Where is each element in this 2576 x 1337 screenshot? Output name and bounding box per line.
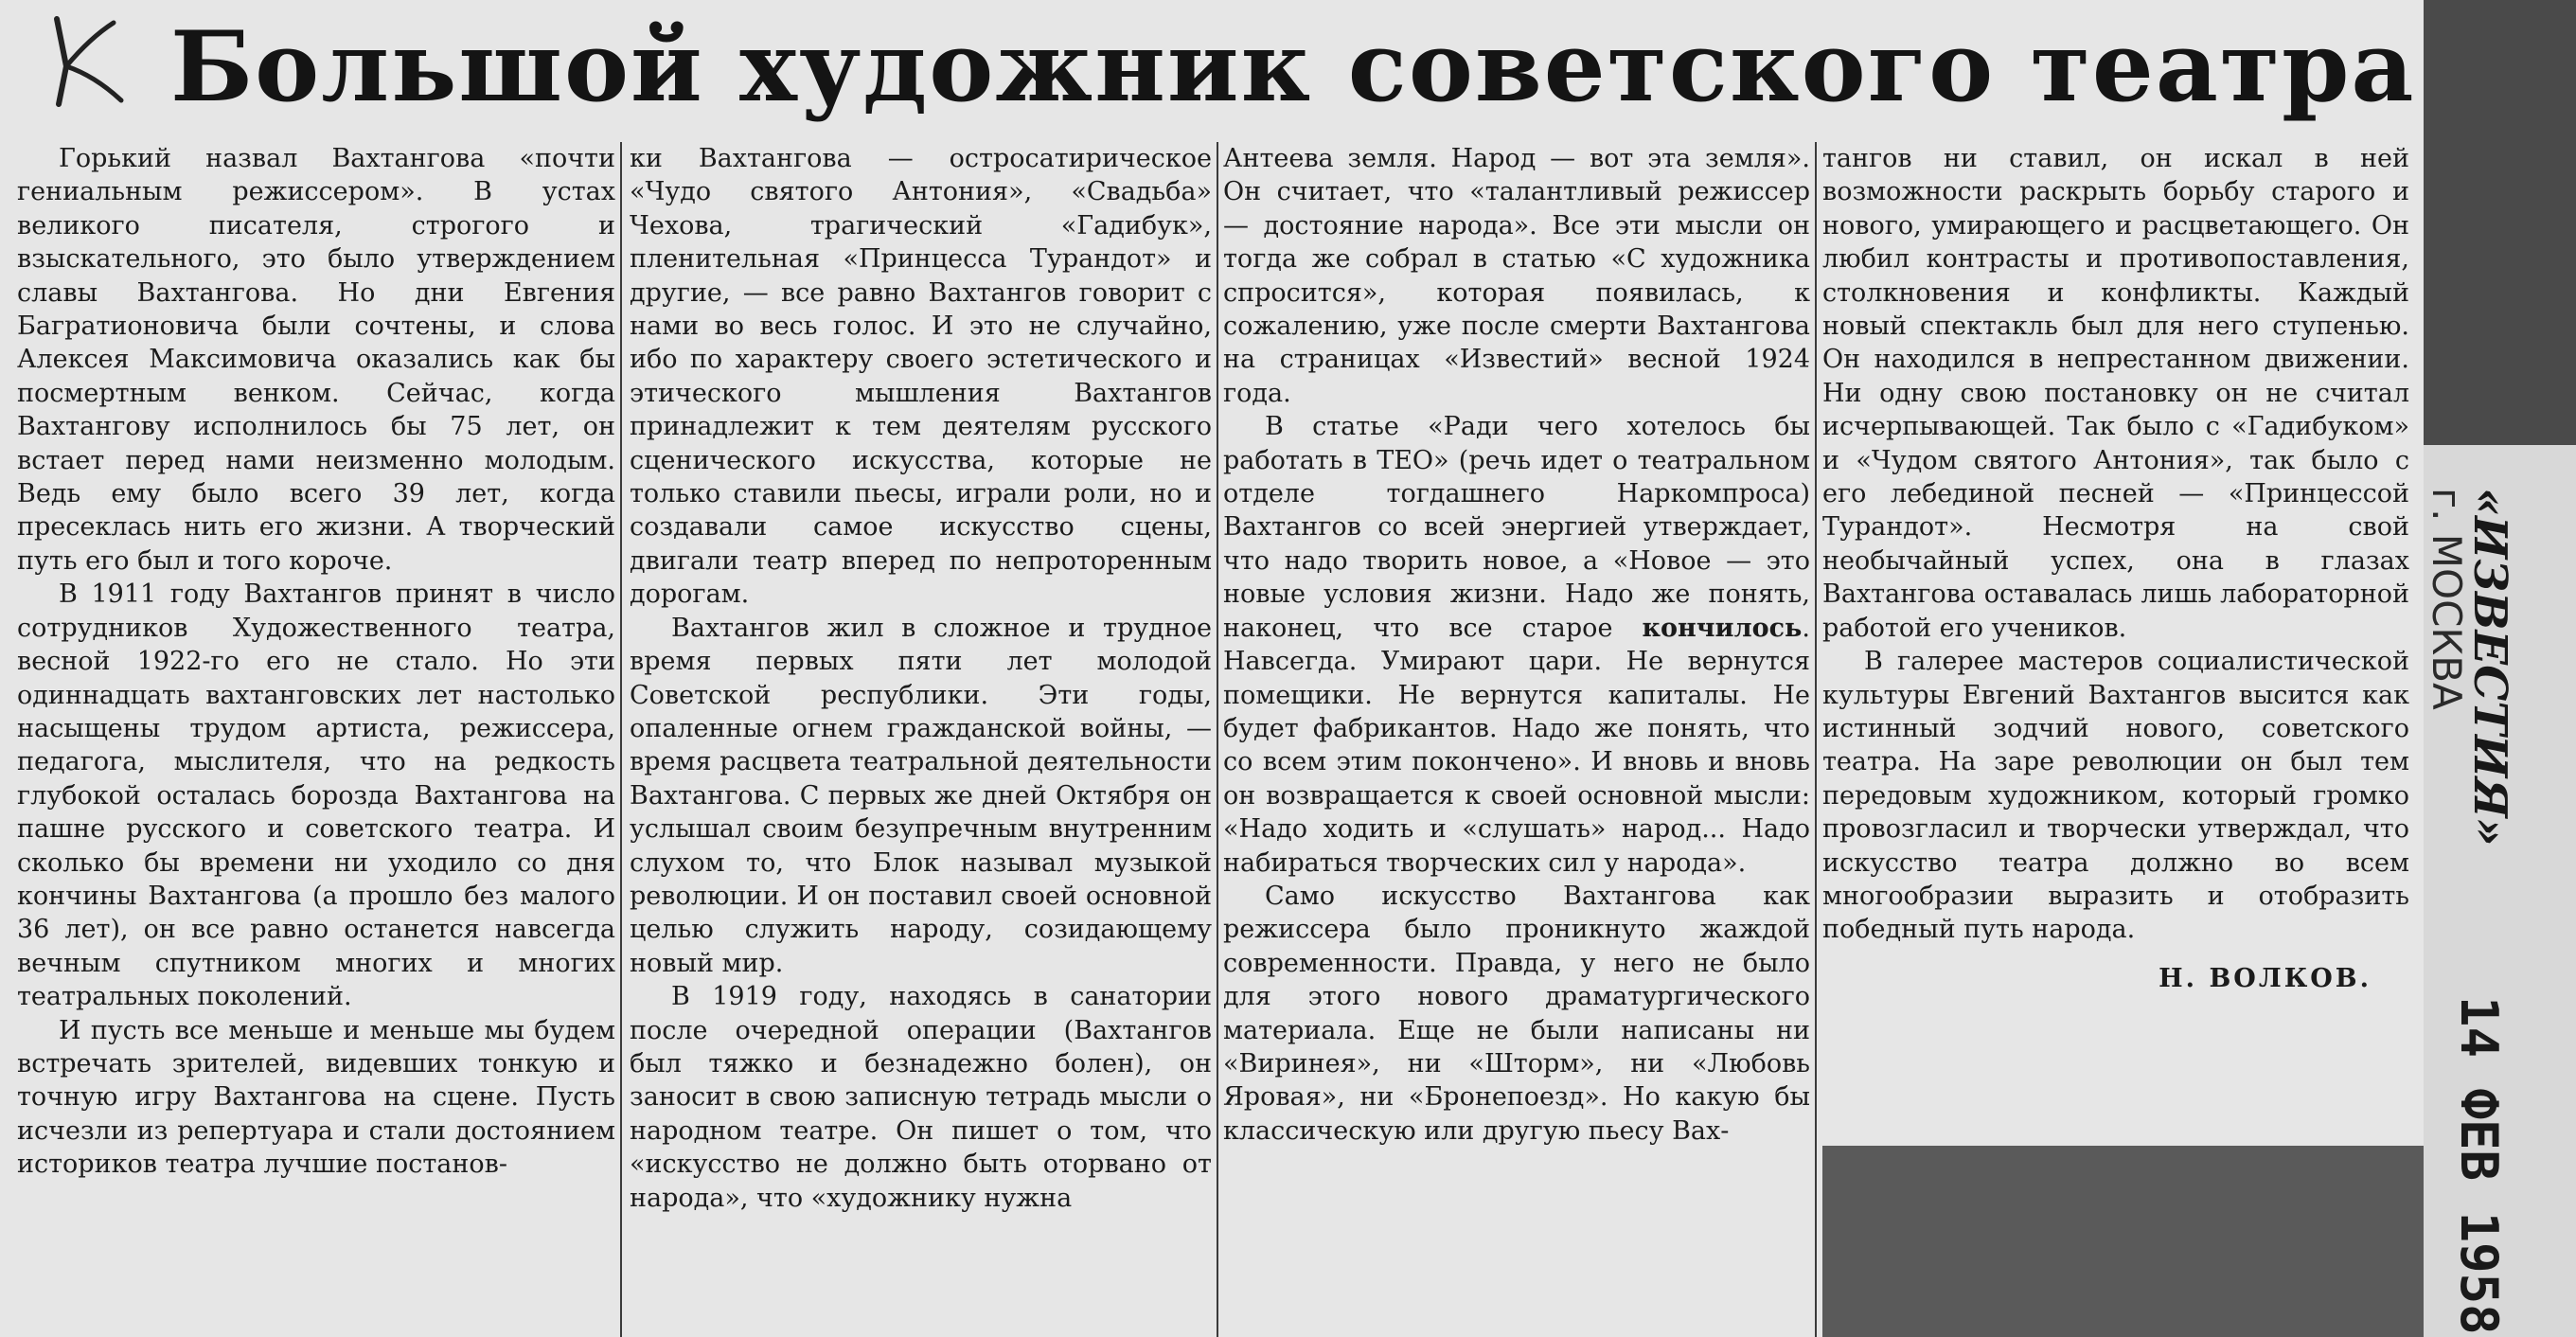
column-divider bbox=[620, 142, 622, 1337]
paragraph: Вахтангов жил в сложное и трудное время первых пяти лет молодой Советской республики. Эти годы, опаленные огнем гражданской войны, — время расцвета театральной деятельности Вахтангова. С первых же дней Октября он услышал своим безупречным внутренним слухом то, что Блок называл музыкой революции. И он поставил своей основной целью служить народу, созидающему новый мир. bbox=[630, 613, 1212, 978]
handwritten-mark-icon bbox=[38, 9, 151, 123]
article-column-3 bbox=[1223, 142, 1810, 1326]
column-divider bbox=[1815, 142, 1817, 1337]
date-stamp bbox=[2424, 985, 2518, 1335]
paragraph: Антеева земля. Народ — вот эта земля». Он считает, что «талантливый режиссер — достояние народа». Все эти мысли он тогда же собрал в статью «С художника спросится», которая появилась, к сожалению, уже после смерти Вахтангова на страницах «Известий» весной 1924 года. bbox=[1223, 144, 1810, 408]
paragraph: В 1919 году, находясь в санатории после очередной операции (Вахтангов был тяжко и безнадежно болен), он заносит в свою записную тетрадь мысли о народном театре. Он пишет о том, что «искусство не должно быть оторвано от народа», что «художнику нужна bbox=[630, 982, 1212, 1213]
paragraph: ки Вахтангова — остросатирическое «Чудо святого Антония», «Свадьба» Чехова, трагический «Гадибук», пленительная «Принцесса Турандот» и другие, — все равно Вахтангов говорит с нами во весь голос. И это не случайно, ибо по характеру своего эстетического и этического мышления Вахтангов принадлежит к тем деятелям русского сценического искусства, которые не только ставили пьесы, играли роли, но и создавали самое искусство сцены, двигали театр вперед по непроторенным дорогам. bbox=[630, 144, 1212, 610]
headline: Большой художник советского театра bbox=[170, 10, 2416, 124]
column-divider bbox=[1217, 142, 1218, 1337]
date-stamp-text: 14 ФЕВ 1958 bbox=[2449, 996, 2509, 1335]
dark-backing-strip bbox=[2424, 0, 2576, 445]
paragraph: В галерее мастеров социалистической культуры Евгений Вахтангов высится как истинный зодчий нового, советского театра. На заре революции он был тем передовым художником, который громко провозгласил и творчески утверждал, что искусство театра должно во всем многообразии выразить и отобразить победный путь народа. bbox=[1822, 647, 2409, 945]
paragraph bbox=[1223, 410, 1810, 880]
paragraph-text: . Навсегда. Умирают цари. Не вернутся помещики. Не вернутся капиталы. Не будет фабрикантов. Надо же понять, что со всем этим покончено». И вновь и вновь он возвращается к своей основной мысли: «Надо ходить и «слушать» народ... Надо набираться творческих сил у народа». bbox=[1223, 613, 1810, 878]
newspaper-masthead bbox=[2424, 478, 2520, 1065]
masthead-city: г. МОСКВА bbox=[2424, 488, 2470, 710]
paragraph: Горький назвал Вахтангова «почти гениальным режиссером». В устах великого писателя, строгого и взыскательного, это было утверждением славы Вахтангова. Но дни Евгения Багратионовича были сочтены, и слова Алексея Максимовича оказались как бы посмертным венком. Сейчас, когда Вахтангову исполнилось бы 75 лет, он встает перед нами неизменно молодым. Ведь ему было всего 39 лет, когда пресеклась нить его жизни. А творческий путь его был и того короче. bbox=[17, 144, 615, 576]
article-column-1 bbox=[17, 142, 615, 1326]
paragraph: И пусть все меньше и меньше мы будем встречать зрителей, видевших тонкую и точную игру Вахтангова на сцене. Пусть исчезли из репертуара и стали достоянием историков театра лучшие постанов- bbox=[17, 1015, 615, 1180]
masthead-title: «ИЗВЕСТИЯ» bbox=[2463, 488, 2516, 847]
paragraph: В 1911 году Вахтангов принят в число сотрудников Художественного театра, весной 1922-го его не стало. Но эти одиннадцать вахтанговских лет настолько насыщены трудом артиста, режиссера, педагога, мыслителя, что на редкость глубокой осталась борозда Вахтангова на пашне русского и советского театра. И сколько бы времени ни уходило со дня кончины Вахтангова (а прошло без малого 36 лет), он все равно останется навсегда вечным спутником многих и многих театральных поколений. bbox=[17, 579, 615, 1012]
paragraph: тангов ни ставил, он искал в ней возможности раскрыть борьбу старого и нового, умирающего и расцветающего. Он любил контрасты и противопоставления, столкновения и конфликты. Каждый новый спектакль был для него ступенью. Он находился в непрестанном движении. Ни одну свою постановку он не считал исчерпывающей. Так было с «Гадибуком» и «Чудом святого Антония», так было с его лебединой песней — «Принцессой Турандот». Несмотря на свой необычайный успех, она в глазах Вахтангова оставалась лишь лабораторной работой его учеников. bbox=[1822, 144, 2409, 643]
dark-backing-corner bbox=[1822, 1146, 2424, 1337]
article-column-4 bbox=[1822, 142, 2409, 1146]
paragraph: Само искусство Вахтангова как режиссера было проникнуто жаждой современности. Правда, у него не было для этого нового драматургического материала. Еще не были написаны ни «Виринея», ни «Шторм», ни «Любовь Яровая», ни «Бронепоезд». Но какую бы классическую или другую пьесу Вах- bbox=[1223, 881, 1810, 1146]
author-signature: Н. ВОЛКОВ. bbox=[2159, 963, 2372, 993]
emphasized-word: кончилось bbox=[1642, 613, 1803, 643]
article-column-2 bbox=[630, 142, 1212, 1326]
paragraph-text: В статье «Ради чего хотелось бы работать в ТЕО» (речь идет о театральном отделе тогдашнего Наркомпроса) Вахтангов со всей энергией утверждает, что надо творить новое, а «Новое — это новые условия жизни. Надо же понять, наконец, что все старое bbox=[1223, 412, 1810, 643]
